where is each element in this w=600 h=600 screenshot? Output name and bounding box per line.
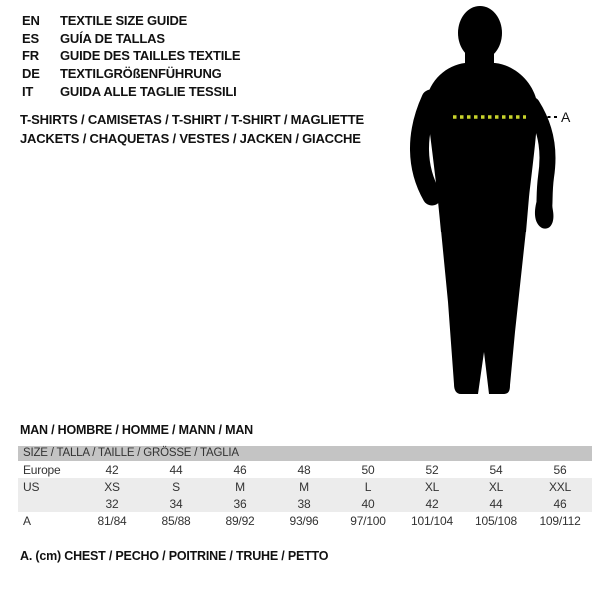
language-row bbox=[22, 47, 240, 65]
footnote-chest-legend: A. (cm) CHEST / PECHO / POITRINE / TRUHE / PETTO bbox=[20, 549, 329, 563]
category-line-jackets: JACKETS / CHAQUETAS / VESTES / JACKEN / GIACCHE bbox=[20, 131, 361, 146]
size-cell: 109/112 bbox=[539, 513, 581, 528]
man-silhouette bbox=[403, 2, 578, 402]
size-cell: 97/100 bbox=[350, 513, 386, 528]
table-row-us bbox=[18, 478, 592, 495]
size-cell: 81/84 bbox=[97, 513, 127, 528]
size-cell: 38 bbox=[272, 495, 336, 512]
language-code: ES bbox=[22, 30, 39, 46]
marker-label: A bbox=[561, 109, 571, 125]
language-label: TEXTILE SIZE GUIDE bbox=[60, 13, 188, 29]
table-row-europe bbox=[18, 461, 592, 478]
size-cell: 54 bbox=[489, 462, 503, 477]
silhouette-left-arm bbox=[419, 99, 432, 196]
size-cell: 85/88 bbox=[161, 513, 191, 528]
size-table-header: SIZE / TALLA / TAILLE / GRÖSSE / TAGLIA bbox=[18, 446, 592, 461]
language-label: TEXTILGRÖßENFÜHRUNG bbox=[60, 66, 222, 82]
size-cell: XL bbox=[400, 478, 464, 495]
table-row-us-numeric bbox=[18, 495, 592, 512]
size-cell: 42 bbox=[105, 462, 119, 477]
size-cell: XS bbox=[80, 478, 144, 495]
silhouette-legs bbox=[441, 230, 526, 394]
section-title-man: MAN / HOMBRE / HOMME / MANN / MAN bbox=[20, 423, 253, 437]
size-cell: 101/104 bbox=[411, 513, 453, 528]
size-cell: 46 bbox=[528, 495, 592, 512]
row-label: A bbox=[23, 513, 31, 528]
size-cell: 44 bbox=[464, 495, 528, 512]
size-cell: 93/96 bbox=[289, 513, 319, 528]
language-row bbox=[22, 12, 240, 30]
language-list bbox=[22, 12, 240, 100]
row-label: Europe bbox=[23, 462, 61, 477]
size-cell: XL bbox=[464, 478, 528, 495]
size-cell: 89/92 bbox=[225, 513, 255, 528]
size-cell: 42 bbox=[400, 495, 464, 512]
category-line-tshirts: T-SHIRTS / CAMISETAS / T-SHIRT / T-SHIRT / MAGLIETTE bbox=[20, 112, 364, 127]
row-label bbox=[18, 495, 80, 512]
row-label: US bbox=[18, 478, 80, 495]
language-code: FR bbox=[22, 48, 39, 64]
language-label: GUIDE DES TAILLES TEXTILE bbox=[60, 48, 241, 64]
size-cell: 34 bbox=[144, 495, 208, 512]
size-cell: M bbox=[272, 478, 336, 495]
size-cell: L bbox=[336, 478, 400, 495]
language-code: EN bbox=[22, 13, 40, 29]
size-cell: 52 bbox=[425, 462, 439, 477]
size-cell: 48 bbox=[297, 462, 311, 477]
language-label: GUIDA ALLE TAGLIE TESSILI bbox=[60, 83, 237, 99]
size-cell: 105/108 bbox=[475, 513, 517, 528]
size-cell: XXL bbox=[528, 478, 592, 495]
size-cell: S bbox=[144, 478, 208, 495]
silhouette-torso bbox=[426, 63, 537, 232]
size-cell: M bbox=[208, 478, 272, 495]
size-cell: 56 bbox=[553, 462, 567, 477]
table-row-chest-cm bbox=[18, 512, 592, 529]
language-label: GUÍA DE TALLAS bbox=[60, 30, 165, 46]
size-cell: 46 bbox=[233, 462, 247, 477]
language-code: DE bbox=[22, 66, 40, 82]
size-cell: 44 bbox=[169, 462, 183, 477]
language-row bbox=[22, 65, 240, 83]
language-row bbox=[22, 30, 240, 48]
language-row bbox=[22, 82, 240, 100]
size-cell: 50 bbox=[361, 462, 375, 477]
size-cell: 36 bbox=[208, 495, 272, 512]
size-cell: 40 bbox=[336, 495, 400, 512]
language-code: IT bbox=[22, 83, 34, 99]
size-table bbox=[18, 461, 592, 529]
size-table-container bbox=[18, 446, 592, 529]
man-silhouette-figure bbox=[403, 2, 578, 402]
category-list bbox=[20, 110, 364, 148]
silhouette-right-arm bbox=[532, 105, 548, 210]
size-cell: 32 bbox=[80, 495, 144, 512]
